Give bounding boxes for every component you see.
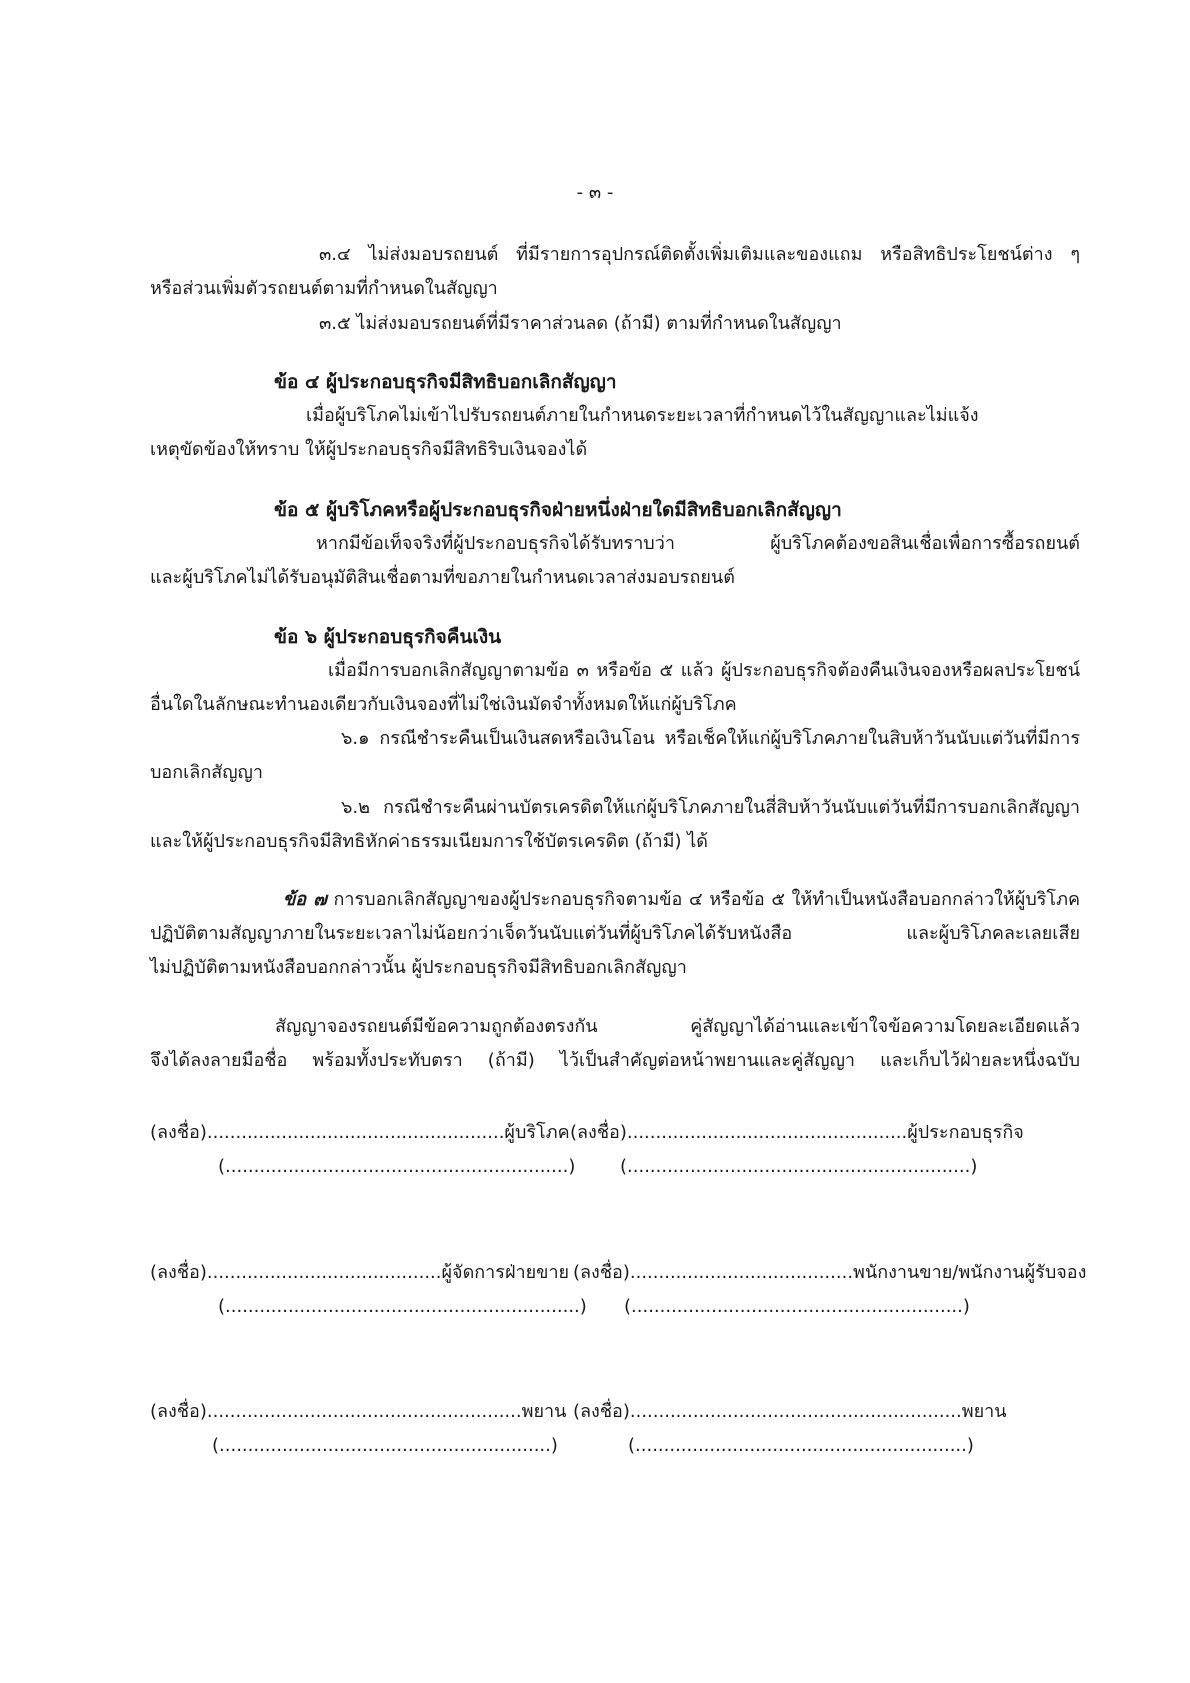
signature-consumer-name: (............................................................) <box>218 1156 576 1177</box>
clause-3-5: ๓.๕ ไม่ส่งมอบรถยนต์ที่มีราคาส่วนลด (ถ้ามี) ตามที่กำหนดในสัญญา <box>319 313 842 334</box>
section-5-heading: ข้อ ๕ ผู้บริโภคหรือผู้ประกอบธุรกิจฝ่ายหนึ่งฝ่ายใดมีสิทธิบอกเลิกสัญญา <box>274 499 842 521</box>
section-5-line-1: หากมีข้อเท็จจริงที่ผู้ประกอบธุรกิจได้รับทราบว่า ผู้บริโภคต้องขอสินเชื่อเพื่อการซื้อรถยนต์ <box>316 533 1080 554</box>
clause-6-1-line-1: ๖.๑ กรณีชำระคืนเป็นเงินสดหรือเงินโอน หรือเช็คให้แก่ผู้บริโภคภายในสิบห้าวันนับแต่วันที่มีการ <box>341 728 1080 749</box>
clause-6-1-line-2: บอกเลิกสัญญา <box>150 762 263 783</box>
signature-consumer: (ลงชื่อ)....................................................ผู้บริโภค <box>150 1122 570 1143</box>
section-6-heading: ข้อ ๖ ผู้ประกอบธุรกิจคืนเงิน <box>274 626 502 648</box>
clause-3-4-line-1: ๓.๔ ไม่ส่งมอบรถยนต์ ที่มีรายการอุปกรณ์ติดตั้งเพิ่มเติมและของแถม หรือสิทธิประโยชน์ต่าง ๆ <box>319 244 1080 265</box>
section-7-line-2: ปฏิบัติตามสัญญาภายในระยะเวลาไม่น้อยกว่าเจ็ดวันนับแต่วันที่ผู้บริโภคได้รับหนังสือ และผู้บริโภคละเลยเสีย <box>150 923 1080 944</box>
signature-salesperson: (ลงชื่อ).......................................พนักงานขาย/พนักงานผู้รับจอง <box>573 1262 1087 1283</box>
clause-6-2-line-2: และให้ผู้ประกอบธุรกิจมีสิทธิหักค่าธรรมเนียมการใช้บัตรเครดิต (ถ้ามี) ได้ <box>150 831 708 852</box>
section-6-line-2: อื่นใดในลักษณะทำนองเดียวกับเงินจองที่ไม่ใช่เงินมัดจำทั้งหมดให้แก่ผู้บริโภค <box>150 694 737 715</box>
clause-3-4-line-2: หรือส่วนเพิ่มตัวรถยนต์ตามที่กำหนดในสัญญา <box>150 278 498 299</box>
signature-business-name: (............................................................) <box>620 1156 978 1177</box>
section-5-line-2: และผู้บริโภคไม่ได้รับอนุมัติสินเชื่อตามที่ขอภายในกำหนดเวลาส่งมอบรถยนต์ <box>150 567 735 588</box>
clause-6-2-line-1: ๖.๒ กรณีชำระคืนผ่านบัตรเครดิตให้แก่ผู้บริโภคภายในสี่สิบห้าวันนับแต่วันที่มีการบอกเลิกสัญญา <box>341 797 1080 818</box>
section-4-line-2: เหตุขัดข้องให้ทราบ ให้ผู้ประกอบธุรกิจมีสิทธิริบเงินจองได้ <box>150 439 588 460</box>
signature-witness-2: (ลงชื่อ)..........................................................พยาน <box>573 1401 1007 1422</box>
section-7-label: ข้อ ๗ <box>283 889 327 910</box>
signature-sales-manager: (ลงชื่อ).........................................ผู้จัดการฝ่ายขาย <box>150 1262 570 1283</box>
section-4-heading: ข้อ ๔ ผู้ประกอบธุรกิจมีสิทธิบอกเลิกสัญญา <box>274 371 617 393</box>
section-7-line-3: ไม่ปฏิบัติตามหนังสือบอกกล่าวนั้น ผู้ประกอบธุรกิจมีสิทธิบอกเลิกสัญญา <box>150 957 687 978</box>
page-number: - ๓ - <box>576 182 614 203</box>
section-7-line-1 <box>283 885 1080 915</box>
signature-witness-1: (ลงชื่อ).......................................................พยาน <box>150 1401 567 1422</box>
closing-line-2: จึงได้ลงลายมือชื่อ พร้อมทั้งประทับตรา (ถ้ามี) ไว้เป็นสำคัญต่อหน้าพยานและคู่สัญญา และเก็บไว้ฝ่ายละหนึ่งฉบับ <box>150 1050 1080 1071</box>
signature-witness-1-name: (..........................................................) <box>212 1435 558 1456</box>
closing-line-1: สัญญาจองรถยนต์มีข้อความถูกต้องตรงกัน คู่สัญญาได้อ่านและเข้าใจข้อความโดยละเอียดแล้ว <box>275 1016 1080 1037</box>
section-4-line-1: เมื่อผู้บริโภคไม่เข้าไปรับรถยนต์ภายในกำหนดระยะเวลาที่กำหนดไว้ในสัญญาและไม่แจ้ง <box>306 405 979 426</box>
section-7-text: การบอกเลิกสัญญาของผู้ประกอบธุรกิจตามข้อ ๔ หรือข้อ ๕ ให้ทำเป็นหนังสือบอกกล่าวให้ผู้บริโภค <box>326 889 1081 910</box>
signature-sales-manager-name: (..............................................................) <box>218 1296 587 1317</box>
signature-business: (ลงชื่อ).................................................ผู้ประกอบธุรกิจ <box>570 1122 1024 1143</box>
signature-witness-2-name: (..........................................................) <box>628 1435 974 1456</box>
signature-salesperson-name: (..........................................................) <box>624 1296 970 1317</box>
section-6-line-1: เมื่อมีการบอกเลิกสัญญาตามข้อ ๓ หรือข้อ ๕ แล้ว ผู้ประกอบธุรกิจต้องคืนเงินจองหรือผลประโยชน์ <box>328 660 1080 681</box>
